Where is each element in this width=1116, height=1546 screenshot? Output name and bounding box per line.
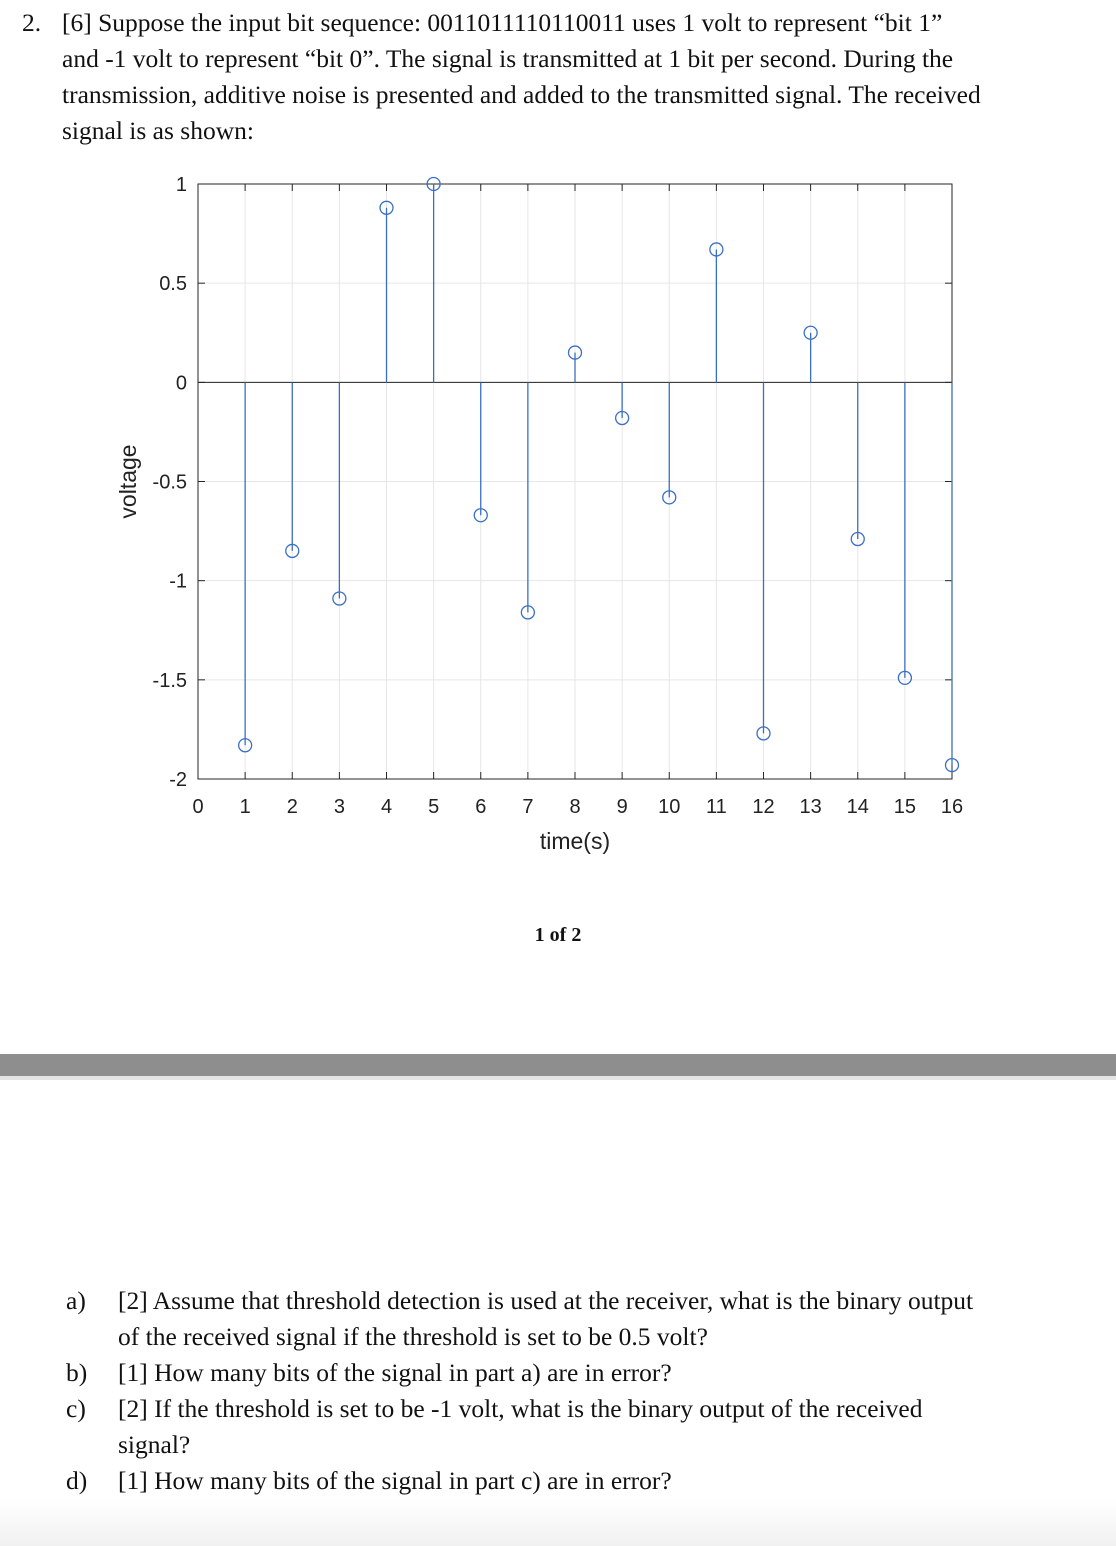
axis-labels: [115, 174, 963, 854]
x-tick-label: 11: [705, 796, 727, 818]
y-tick-label: 0.5: [159, 273, 187, 296]
page-separator-edge: [0, 1076, 1116, 1080]
page-separator: [0, 1054, 1116, 1076]
x-tick-label: 13: [799, 796, 822, 818]
question-text-line: signal is as shown:: [62, 116, 254, 145]
subquestion-text: [2] Assume that threshold detection is used at the receiver, what is the binary output: [118, 1286, 974, 1315]
x-tick-label: 10: [658, 796, 681, 818]
x-tick-label: 0: [192, 796, 204, 818]
y-tick-label: -2: [169, 769, 187, 791]
subquestion-text: [2] If the threshold is set to be -1 volt, what is the binary output of the received: [118, 1394, 923, 1423]
y-tick-label: -1: [169, 570, 187, 593]
y-tick-label: 1: [175, 174, 187, 196]
question-text-line: transmission, additive noise is presented and added to the transmitted signal. The received: [62, 80, 981, 109]
subquestion-text: [1] How many bits of the signal in part c) are in error?: [118, 1466, 672, 1495]
y-tick-label: -0.5: [152, 471, 187, 494]
y-tick-label: 0: [175, 372, 187, 395]
x-tick-label: 3: [333, 796, 345, 818]
x-tick-label: 7: [522, 796, 534, 818]
x-tick-label: 5: [428, 796, 440, 818]
y-tick-label: -1.5: [152, 669, 187, 692]
page-number: 1 of 2: [534, 924, 582, 946]
x-tick-label: 1: [239, 796, 251, 818]
x-tick-label: 16: [940, 796, 964, 818]
stem-series: [239, 178, 959, 772]
y-axis-label: voltage: [115, 444, 141, 519]
question-text-line: [6] Suppose the input bit sequence: 0011011110110011 uses 1 volt to represent “bit 1”: [62, 8, 943, 37]
x-tick-label: 6: [475, 796, 487, 818]
x-tick-label: 9: [616, 796, 628, 818]
subquestion-text: of the received signal if the threshold is set to be 0.5 volt?: [118, 1322, 708, 1351]
x-tick-label: 2: [286, 796, 298, 818]
x-tick-label: 15: [893, 796, 916, 818]
x-tick-label: 12: [752, 796, 775, 818]
subquestion-label: b): [66, 1358, 88, 1387]
x-axis-label: time(s): [539, 828, 611, 854]
page-bottom-shadow: [0, 1500, 1116, 1546]
grid-lines: [198, 184, 952, 779]
x-tick-label: 14: [846, 796, 869, 818]
question-number: 2.: [22, 8, 42, 37]
subquestion-label: a): [66, 1286, 86, 1315]
subquestion-text: [1] How many bits of the signal in part a) are in error?: [118, 1358, 672, 1387]
x-tick-label: 4: [380, 796, 393, 818]
subquestion-text: signal?: [118, 1430, 191, 1459]
question-text-line: and -1 volt to represent “bit 0”. The signal is transmitted at 1 bit per second. During the: [62, 44, 954, 73]
subquestion-label: c): [66, 1394, 86, 1423]
subquestion-label: d): [66, 1466, 88, 1495]
x-tick-label: 8: [569, 796, 581, 818]
